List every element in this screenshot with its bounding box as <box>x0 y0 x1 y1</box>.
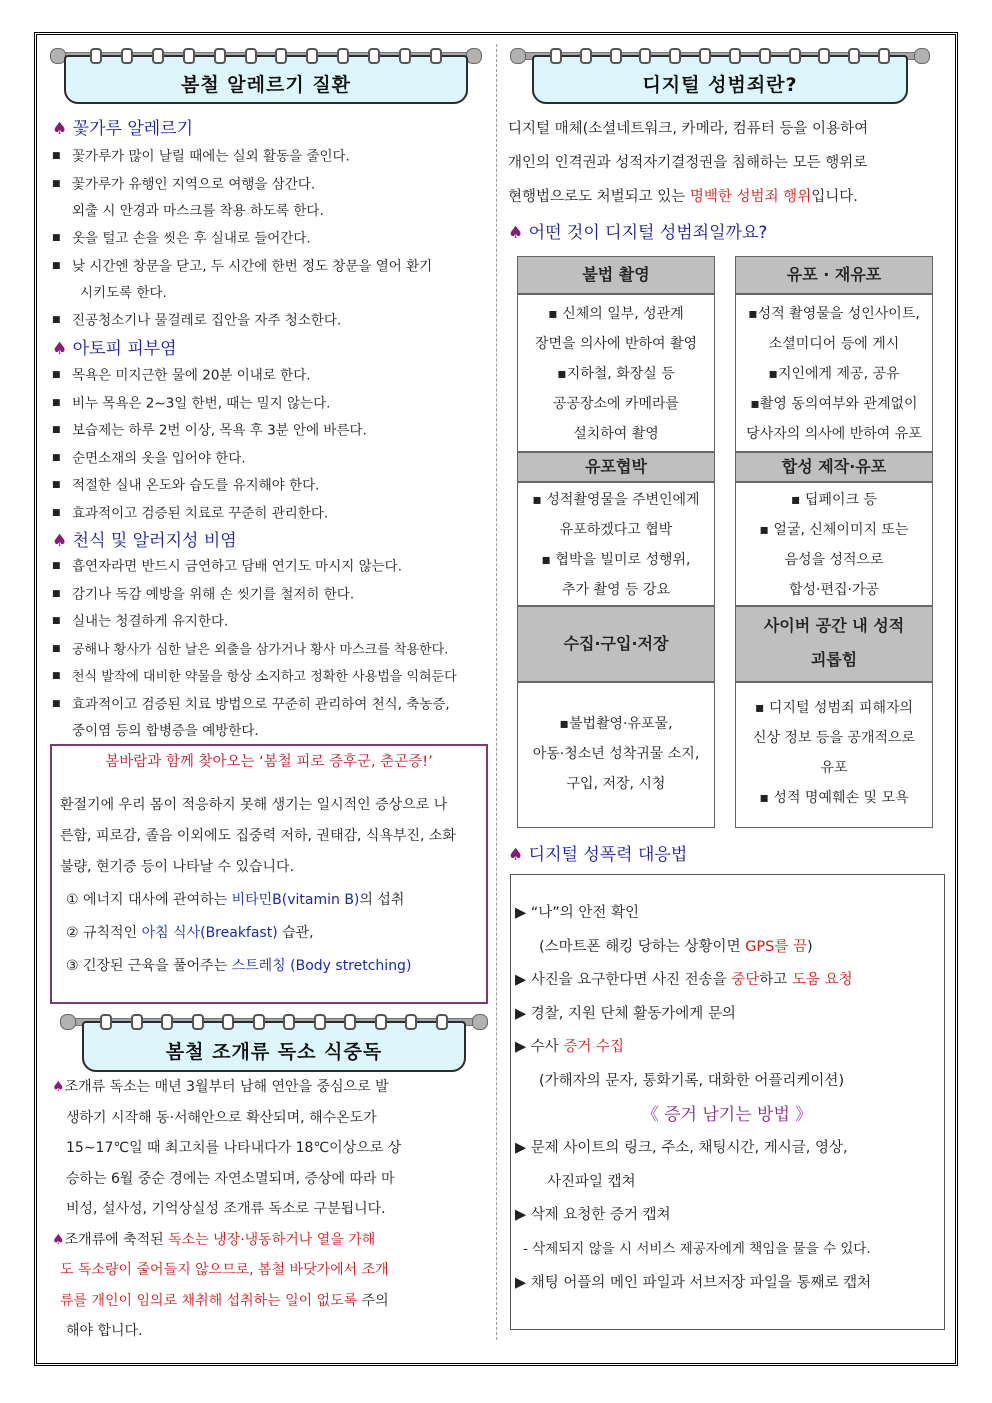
section-asthma: ♠ 천식 및 알러지성 비염 <box>52 531 237 551</box>
list-item: ■ 옷을 털고 손을 씻은 후 실내로 들어간다. <box>52 230 311 247</box>
table-cell: ▪성적 촬영물을 성인사이트, 소셜미디어 등에 게시 ▪지인에게 제공, 공유 ▪촬영 동의여부와 관계없이 당사자의 의사에 반하여 유포 <box>735 294 933 452</box>
response-item: ▶ 채팅 어플의 메인 파일과 서브저장 파일을 통째로 캡처 <box>515 1274 872 1291</box>
section-response: ♠ 디지털 성폭력 대응법 <box>508 845 688 865</box>
list-item: ■ 진공청소기나 물걸레로 집안을 자주 청소한다. <box>52 312 342 329</box>
atopy-list <box>52 362 484 527</box>
table-header: 유포 · 재유포 <box>735 256 933 294</box>
banner-title: 봄철 알레르기 질환 <box>64 55 468 104</box>
list-item: ■ 순면소재의 옷을 입어야 한다. <box>52 450 246 466</box>
shellfish-text: ♠조개류 독소는 매년 3월부터 남해 연안을 중심으로 발 생하기 시작해 동·서해안으로 확산되며, 해수온도가 15∼17℃일 때 최고치를 나타내다가 18℃이상으로 상 승하는 6월 중순 경에는 자연소멸되며, 증상에 따라 마 비성, 설사성, 기억상실성 조개류 독소로 구분됩니다. ♠조개류에 축적된 독소는 냉장·냉동하거나 열을 가해 도 독소량이 줄어들지 않으므로, 봄철 바닷가에서 조개 류를 개인이 임의로 채취해 섭취하는 일이 없도록 주의 해야 합니다. <box>52 1079 402 1339</box>
list-item: ■ 효과적이고 검증된 치료 방법으로 꾸준히 관리하여 천식, 축농증, <box>52 696 450 712</box>
digital-intro: 디지털 매체(소셜네트워크, 카메라, 컴퓨터 등을 이용하여 개인의 인격권과 성적자기결정권을 침해하는 모든 행위로 현행법으로도 처벌되고 있는 명백한 성범죄 행위입니다. <box>508 121 869 205</box>
list-item: ■ 보습제는 하루 2번 이상, 목욕 후 3분 안에 바른다. <box>52 422 367 439</box>
section-pollen: ♠ 꽃가루 알레르기 <box>52 119 194 139</box>
banner-shellfish <box>60 1012 488 1072</box>
column-divider <box>496 44 497 1340</box>
pollen-list <box>52 143 484 335</box>
response-list: ▶ “나”의 안전 확인 (스마트폰 해킹 당하는 상황이면 GPS를 끔) ▶ 사진을 요구한다면 사진 전송을 중단하고 도움 요청 ▶ 경찰, 지원 단체 활동가에게 문의 ▶ 수사 증거 수집 (가해자의 문자, 통화기록, 대화한 어플리케이션) 《 증거 남기는 방법 》 ▶ 문제 사이트의 링크, 주소, 채팅시간, 게시글, 영상, 사진파일 캡쳐 ▶ 삭제 요청한 증거 캡쳐 - 삭제되지 않을 시 서비스 제공자에게 책임을 물을 수 있다. ▶ 채팅 어플의 메인 파일과 서브저장 파일을 통째로 캡처 <box>515 897 939 1300</box>
list-item: ■ 꽃가루가 유행인 지역으로 여행을 삼간다. <box>52 176 316 192</box>
asthma-list <box>52 553 484 745</box>
table-header: 사이버 공간 내 성적 괴롭힘 <box>735 606 933 682</box>
table-header: 불법 촬영 <box>517 256 715 294</box>
banner-title: 디지털 성범죄란? <box>532 55 908 104</box>
response-box <box>510 874 945 1330</box>
tip-item: ③ 긴장된 근육을 풀어주는 스트레칭 (Body stretching) <box>66 958 412 974</box>
crime-types-table <box>517 256 933 828</box>
table-cell: ▪불법촬영·유포물, 아동·청소년 성착귀물 소지, 구입, 저장, 시청 <box>517 682 715 828</box>
fatigue-desc: 환절기에 우리 몸이 적응하지 못해 생기는 일시적인 증상으로 나 른함, 피로감, 졸음 이외에도 집중력 저하, 권태감, 식욕부진, 소화 불량, 현기증 등이 나타날 수 있습니다. <box>60 797 456 875</box>
list-item: ■ 감기나 독감 예방을 위해 손 씻기를 철저히 한다. <box>52 586 355 602</box>
list-item-cont: 중이염 등의 합병증을 예방한다. <box>72 723 259 739</box>
evidence-heading: 《 증거 남기는 방법 》 <box>641 1104 813 1125</box>
list-item: ■ 효과적이고 검증된 치료로 꾸준히 관리한다. <box>52 505 329 521</box>
list-item: ■ 실내는 청결하게 유지한다. <box>52 613 229 630</box>
table-header: 유포협박 <box>517 452 715 482</box>
fatigue-tips <box>66 884 411 983</box>
response-item: ▶ 삭제 요청한 증거 캡쳐 <box>515 1207 671 1224</box>
table-header: 수집·구입·저장 <box>517 606 715 682</box>
list-item-cont: 시키도록 한다. <box>80 285 167 301</box>
table-cell: ▪ 성적촬영물을 주변인에게 유포하겠다고 협박 ▪ 협박을 빌미로 성행위, 추가 촬영 등 강요 <box>517 482 715 606</box>
list-item: ■ 흡연자라면 반드시 금연하고 담배 연기도 마시지 않는다. <box>52 558 402 575</box>
response-item: ▶ “나”의 안전 확인 <box>515 905 640 921</box>
list-item: ■ 낮 시간엔 창문을 닫고, 두 시간에 한번 정도 창문을 열어 환기 <box>52 258 433 274</box>
table-header: 합성 제작·유포 <box>735 452 933 482</box>
fatigue-box <box>50 744 488 1004</box>
list-item: ■ 목욕은 미지근한 물에 20분 이내로 한다. <box>52 367 311 384</box>
list-item: ■ 비누 목욕은 2~3일 한번, 때는 밀지 않는다. <box>52 395 331 411</box>
banner-digital-crime <box>510 46 930 104</box>
list-item: ■ 공해나 황사가 심한 날은 외출을 삼가거나 황사 마스크를 착용한다. <box>52 642 449 657</box>
banner-title: 봄철 조개류 독소 식중독 <box>82 1021 466 1072</box>
list-item: ■ 천식 발작에 대비한 약물을 항상 소지하고 정확한 사용법을 익혀둔다 <box>52 669 457 685</box>
table-cell: ▪ 딥페이크 등 ▪ 얼굴, 신체이미지 또는 음성을 성적으로 합성·편집·가공 <box>735 482 933 606</box>
response-item: ▶ 문제 사이트의 링크, 주소, 채팅시간, 게시글, 영상, <box>515 1140 848 1157</box>
section-what: ♠ 어떤 것이 디지털 성범죄일까요? <box>508 223 768 243</box>
fatigue-title: 봄바람과 함께 찾아오는 ‘봄철 피로 증후군, 춘곤증!’ <box>105 754 433 770</box>
list-item-cont: 외출 시 안경과 마스크를 착용 하도록 한다. <box>72 203 324 219</box>
tip-item: ② 규칙적인 아침 식사(Breakfast) 습관, <box>66 925 314 941</box>
section-atopy: ♠ 아토피 피부염 <box>52 339 177 359</box>
table-cell: ▪ 디지털 성범죄 피해자의 신상 정보 등을 공개적으로 유포 ▪ 성적 명예훼손 및 모욕 <box>735 682 933 828</box>
response-item: ▶ 수사 증거 수집 <box>515 1039 625 1056</box>
list-item: ■ 꽃가루가 많이 날릴 때에는 실외 활동을 줄인다. <box>52 148 350 165</box>
banner-spring-allergy <box>50 46 482 104</box>
response-item: ▶ 경찰, 지원 단체 활동가에게 문의 <box>515 1005 736 1022</box>
tip-item: ① 에너지 대사에 관여하는 비타민B(vitamin B)의 섭취 <box>66 892 405 908</box>
response-item: ▶ 사진을 요구한다면 사진 전송을 중단하고 도움 요청 <box>515 972 853 989</box>
table-cell: ▪ 신체의 일부, 성관계 장면을 의사에 반하여 촬영 ▪지하철, 화장실 등 공공장소에 카메라를 설치하여 촬영 <box>517 294 715 452</box>
list-item: ■ 적절한 실내 온도와 습도를 유지해야 한다. <box>52 477 320 494</box>
